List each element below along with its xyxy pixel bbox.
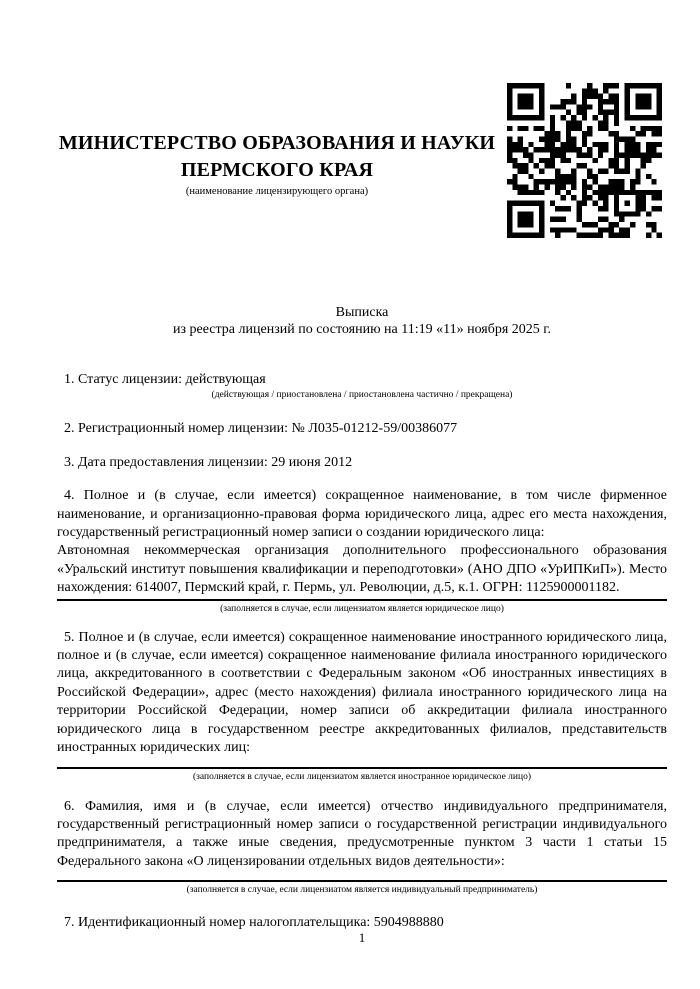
item-6-caption: (заполняется в случае, если лицензиатом является индивидуальный предприниматель) — [186, 885, 538, 896]
document-body — [57, 371, 667, 933]
authority-name — [59, 130, 495, 184]
doc-title-line2: из реестра лицензий по состоянию на 11:19 «11» ноября 2025 г. — [173, 322, 551, 337]
qr-code-icon — [507, 83, 662, 238]
item-4-question: 4. Полное и (в случае, если имеется) сокращенное наименование, в том числе фирменное наименование, и организационно-правовая форма юридического лица, адрес его места нахождения, государственный регистрационный номер записи о создании юридического лица: — [57, 488, 667, 541]
item-5-empty-fill-line — [57, 758, 667, 769]
document-title — [57, 304, 667, 338]
item-4-caption: (заполняется в случае, если лицензиатом является юридическое лицо) — [220, 603, 504, 614]
authority-caption: (наименование лицензирующего органа) — [185, 186, 369, 197]
item-1-caption: (действующая / приостановлена / приостановлена частично / прекращена) — [211, 390, 513, 401]
item-6-question: 6. Фамилия, имя и (в случае, если имеется) отчество индивидуального предпринимателя, государственный регистрационный номер записи о государственной регистрации индивидуального предпринимателя, а также иные сведения, предусмотренные пунктом 3 части 1 статьи 15 Федерального закона «О лицензировании отдельных видов деятельности»: — [57, 798, 667, 869]
doc-title-line1: Выписка — [335, 305, 389, 320]
item-3-grant-date: 3. Дата предоставления лицензии: 29 июня 2012 — [64, 454, 353, 470]
authority-name-line1: МИНИСТЕРСТВО ОБРАЗОВАНИЯ И НАУКИ — [58, 132, 496, 154]
item-1-license-status: 1. Статус лицензии: действующая — [64, 372, 266, 387]
item-5-foreign-entity-block — [57, 629, 667, 784]
item-7-taxpayer-number: 7. Идентификационный номер налогоплательщика: 5904988880 — [64, 915, 444, 931]
item-4-legal-entity-block — [57, 487, 667, 615]
item-4-licensee-details: Автономная некоммерческая организация дополнительного профессионального образования «Уральский институт повышения квалификации и переподготовки» (АНО ДПО «УрИПКиП»). Место нахождения: 614007, Пермский край, г. Пермь, ул. Революции, д.5, к.1. ОГРН: 1125900001182. — [57, 542, 667, 600]
item-6-empty-fill-line — [57, 871, 667, 882]
licensing-authority-block — [59, 130, 495, 198]
item-5-caption: (заполняется в случае, если лицензиатом является иностранное юридическое лицо) — [193, 771, 531, 782]
page-number: 1 — [358, 930, 366, 945]
item-5-question: 5. Полное и (в случае, если имеется) сокращенное наименование иностранного юридического лица, полное и (в случае, если имеется) сокращенное наименование филиала иностранного юридического лица, аккредитованного в соответствии с Федеральным законом «Об иностранных инвестициях в Российской Федерации», адрес (место нахождения) филиала иностранного юридического лица на территории Российской Федерации, номер записи об аккредитации филиала иностранного юридического лица в государственном реестре аккредитованных филиалов, представительств иностранных юридических лиц: — [57, 629, 667, 756]
item-6-entrepreneur-block — [57, 798, 667, 898]
authority-name-line2: ПЕРМСКОГО КРАЯ — [180, 159, 374, 181]
item-2-registration-number: 2. Регистрационный номер лицензии: № Л035-01212-59/00386077 — [64, 421, 458, 437]
